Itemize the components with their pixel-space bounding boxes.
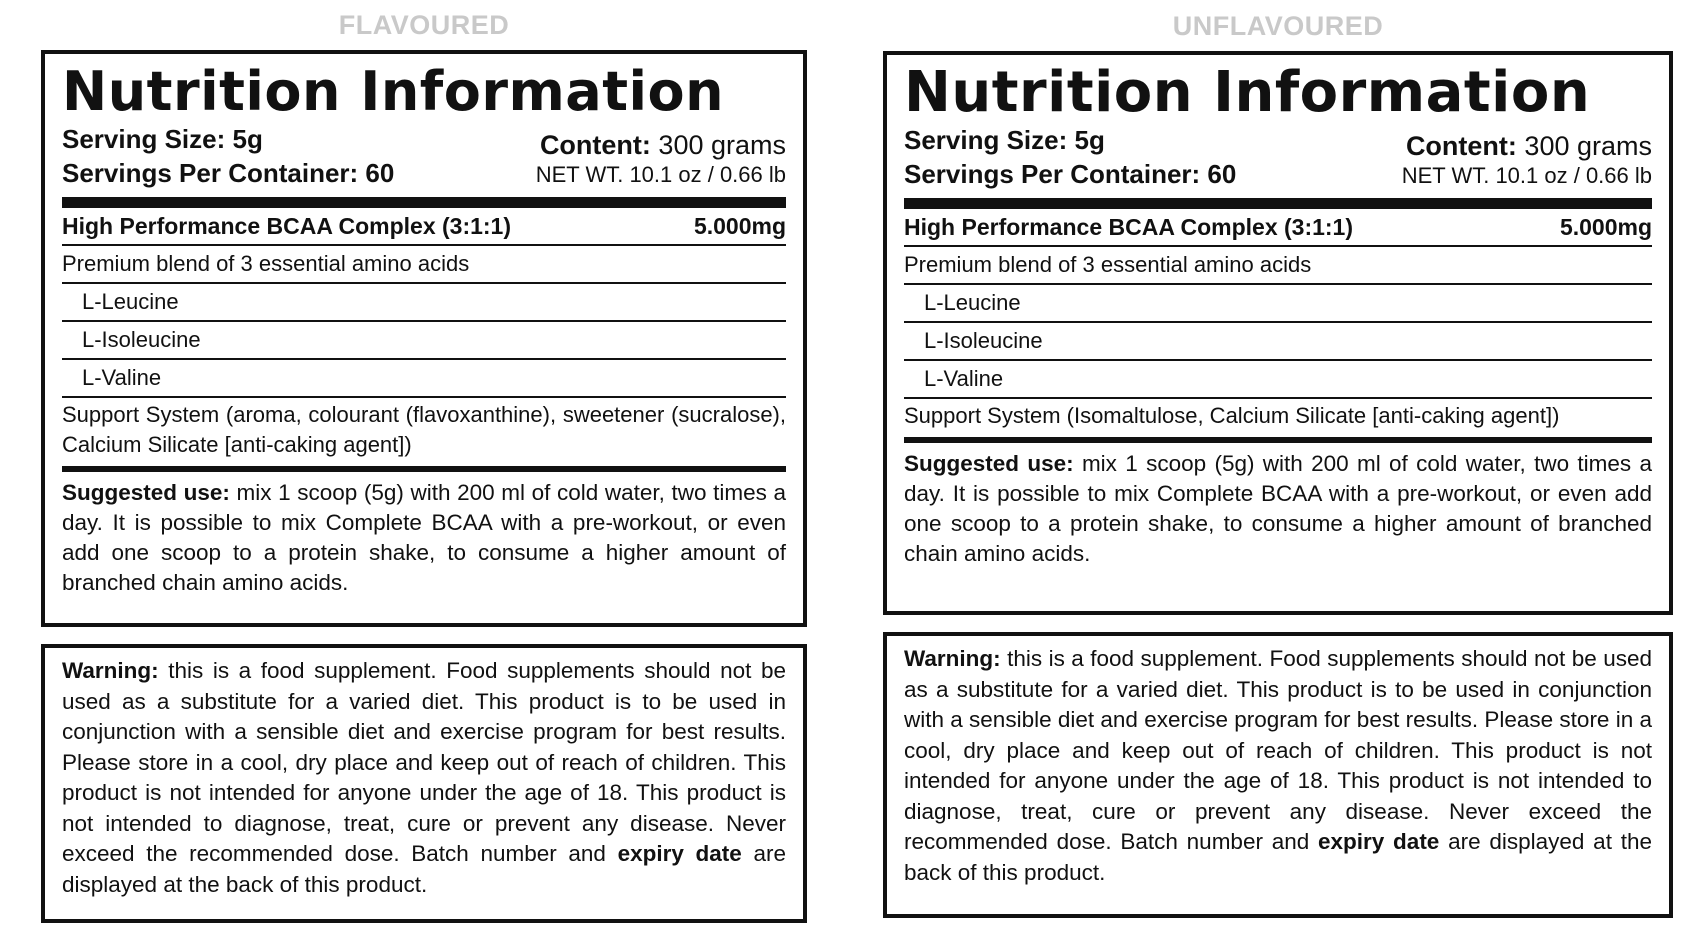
blend-row bbox=[904, 247, 1652, 285]
content-value: 300 grams bbox=[658, 130, 786, 160]
content-label: Content: bbox=[539, 130, 651, 160]
nutrition-panel bbox=[41, 50, 807, 627]
servings-per-container: Servings Per Container: 60 bbox=[62, 158, 395, 188]
serving-info bbox=[62, 122, 786, 190]
warning-text-block bbox=[62, 656, 786, 900]
content-value: 300 grams bbox=[1524, 131, 1652, 161]
nutrition-panel bbox=[883, 51, 1673, 615]
complex-amount: 5.000mg bbox=[1559, 213, 1652, 240]
amino-row bbox=[904, 323, 1652, 361]
expiry-label: expiry date bbox=[1318, 829, 1440, 854]
unflavoured-label-column bbox=[883, 0, 1673, 918]
thick-divider bbox=[904, 198, 1652, 209]
expiry-text: are displayed at the back of this product. bbox=[62, 841, 786, 897]
support-system: Support System (Isomaltulose, Calcium Silicate [anti-caking agent]) bbox=[904, 403, 1560, 428]
amino-row bbox=[62, 322, 786, 360]
suggested-text: mix 1 scoop (5g) with 200 ml of cold water, two times a day. It is possible to mix Complete BCAA with a pre-workout, or even add one scoop to a protein shake, to consume a higher amount of branched chain amino acids. bbox=[904, 451, 1652, 566]
net-weight: NET WT. 10.1 oz / 0.66 lb bbox=[535, 162, 786, 187]
servings-per-container: Servings Per Container: 60 bbox=[904, 159, 1237, 189]
variant-heading: FLAVOURED bbox=[338, 10, 510, 40]
content-label: Content: bbox=[1405, 131, 1517, 161]
net-weight: NET WT. 10.1 oz / 0.66 lb bbox=[1401, 163, 1652, 188]
complex-row bbox=[904, 209, 1652, 247]
serving-info bbox=[904, 123, 1652, 191]
serving-size: Serving Size: 5g bbox=[62, 124, 263, 154]
mid-divider bbox=[62, 466, 786, 472]
expiry-label: expiry date bbox=[617, 841, 742, 866]
suggested-use bbox=[904, 449, 1652, 569]
complex-amount: 5.000mg bbox=[693, 212, 786, 239]
blend-line: Premium blend of 3 essential amino acids bbox=[904, 252, 1312, 277]
amino-row bbox=[904, 361, 1652, 399]
warning-label: Warning: bbox=[62, 658, 159, 683]
amino-acid: L-Leucine bbox=[924, 290, 1021, 315]
thick-divider bbox=[62, 197, 786, 208]
complex-name: High Performance BCAA Complex (3:1:1) bbox=[904, 213, 1354, 240]
amino-acid: L-Leucine bbox=[82, 289, 179, 314]
complex-name: High Performance BCAA Complex (3:1:1) bbox=[62, 212, 512, 239]
warning-panel bbox=[883, 632, 1673, 918]
content-amount bbox=[1402, 131, 1652, 161]
content-amount bbox=[536, 130, 786, 160]
amino-acid: L-Valine bbox=[924, 366, 1004, 391]
support-system: Support System (aroma, colourant (flavoxanthine), sweetener (sucralose), Calcium Silicate [anti-caking agent]) bbox=[62, 402, 786, 457]
warning-text: this is a food supplement. Food supplements should not be used as a substitute for a varied diet. This product is to be used in conjunction with a sensible diet and exercise program for best results. Please store in a cool, dry place and keep out of reach of children. This product is not intended for anyone under the age of 18. This product is not intended to diagnose, treat, cure or prevent any disease. Never exceed the recommended dose. Batch number and bbox=[904, 646, 1652, 854]
serving-size: Serving Size: 5g bbox=[904, 125, 1105, 155]
warning-panel bbox=[41, 644, 807, 923]
mid-divider bbox=[904, 437, 1652, 443]
flavoured-label-column bbox=[41, 0, 807, 923]
warning-text-block bbox=[904, 644, 1652, 888]
panel-title: Nutrition Information bbox=[62, 60, 725, 123]
blend-row bbox=[62, 246, 786, 284]
panel-title: Nutrition Information bbox=[904, 60, 1591, 125]
warning-text: this is a food supplement. Food supplements should not be used as a substitute for a varied diet. This product is to be used in conjunction with a sensible diet and exercise program for best results. Please store in a cool, dry place and keep out of reach of children. This product is not intended for anyone under the age of 18. This product is not intended to diagnose, treat, cure or prevent any disease. Never exceed the recommended dose. Batch number and bbox=[62, 658, 786, 866]
amino-row bbox=[62, 360, 786, 398]
amino-row bbox=[62, 284, 786, 322]
amino-acid: L-Isoleucine bbox=[924, 328, 1043, 353]
suggested-use bbox=[62, 478, 786, 598]
amino-acid: L-Isoleucine bbox=[82, 327, 201, 352]
blend-line: Premium blend of 3 essential amino acids bbox=[62, 251, 470, 276]
amino-acid: L-Valine bbox=[82, 365, 162, 390]
expiry-text: are displayed at the back of this product. bbox=[904, 829, 1652, 885]
variant-heading: UNFLAVOURED bbox=[1172, 11, 1384, 41]
suggested-label: Suggested use: bbox=[62, 480, 230, 505]
complex-row bbox=[62, 208, 786, 246]
amino-row bbox=[904, 285, 1652, 323]
warning-label: Warning: bbox=[904, 646, 1001, 671]
suggested-label: Suggested use: bbox=[904, 451, 1074, 476]
suggested-text: mix 1 scoop (5g) with 200 ml of cold water, two times a day. It is possible to mix Complete BCAA with a pre-workout, or even add one scoop to a protein shake, to consume a higher amount of branched chain amino acids. bbox=[62, 480, 786, 595]
